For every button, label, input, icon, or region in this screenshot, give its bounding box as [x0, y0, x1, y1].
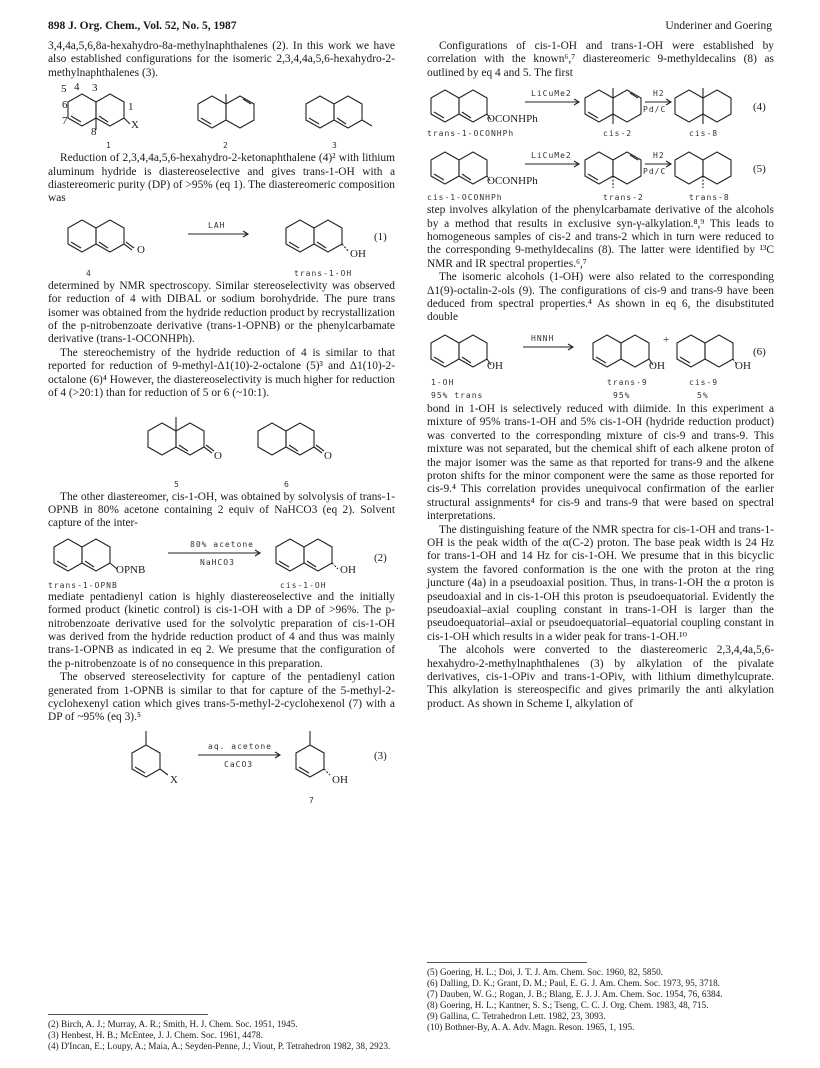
- footnote: (9) Gallina, C. Tetrahedron Lett. 1982, 23, 3093.: [427, 1011, 606, 1021]
- svg-text:7: 7: [309, 795, 315, 805]
- equation-4-drawing: [427, 80, 774, 140]
- svg-text:OPNB: OPNB: [116, 563, 146, 576]
- svg-text:(4): (4): [753, 101, 766, 114]
- footnote: (8) Goering, H. L.; Kantner, S. S.; Tseng, C. C. J. Org. Chem. 1983, 48, 715.: [427, 1000, 709, 1010]
- svg-text:5%: 5%: [697, 390, 709, 400]
- svg-text:X: X: [131, 119, 139, 132]
- svg-text:OH: OH: [332, 773, 348, 786]
- equation-3: [48, 725, 395, 809]
- paragraph: bond in 1-OH is selectively reduced with diimide. In this experiment a mixture of 95% trans-1-OH and 5% cis-1-OH (hydride reduction product) was converted to the corresponding mixture of cis-9 and trans-9. This mixture was not separated, but the chemical shift of each alkene proton of the major isomer was the same as that reported for trans-9 and the alkene proton shifts for the minor component were the same as those reported for cis-9.⁴ This correlation provides unequivocal confirmation of the earlier structural assignments⁴ for cis-9 and trans-9 that were based on spectral interpretations.: [427, 402, 774, 523]
- footnote-rule: [48, 1014, 208, 1015]
- equation-2: [48, 531, 395, 591]
- svg-text:4: 4: [74, 81, 80, 94]
- svg-text:LiCuMe2: LiCuMe2: [531, 89, 572, 99]
- paragraph: The observed stereoselectivity for capture of the pentadienyl cation generated from 1-OPNB is similar to that for capture of the 5-methyl-2-cyclohexenyl cation which gives trans-5-methyl-2-cyclohexenol (7) with a DP of ~95% (eq 3).⁵: [48, 671, 395, 724]
- svg-text:1-OH: 1-OH: [431, 377, 455, 387]
- left-column: [48, 40, 395, 809]
- structure-figure-1-2-3: [48, 80, 395, 152]
- svg-text:trans-1-OCONHPh: trans-1-OCONHPh: [427, 129, 515, 139]
- paragraph: The other diastereomer, cis-1-OH, was obtained by solvolysis of trans-1-OPNB in 80% acetone containing 2 equiv of NaHCO3 (eq 2). Solvent capture of the inter-: [48, 490, 395, 530]
- equation-1: [48, 206, 395, 280]
- journal-citation: 898 J. Org. Chem., Vol. 52, No. 5, 1987: [48, 20, 237, 32]
- svg-text:cis-8: cis-8: [689, 129, 719, 139]
- running-authors: Underiner and Goering: [665, 20, 772, 32]
- svg-text:H2: H2: [653, 89, 665, 99]
- paragraph: mediate pentadienyl cation is highly diastereoselective and the initially formed product (kinetic control) is cis-1-OH with a DP of >96%. The p-nitrobenzoate derivative used for the solvolytic preparation of cis-1-OH was derived from the hydride reduction product of 4 and thus was mainly trans-1-OPNB as indicated in eq 2. We presume that the configuration of the p-nitrobenzoate is of no consequence in this preparation.: [48, 590, 395, 670]
- svg-text:95% trans: 95% trans: [431, 390, 484, 400]
- paragraph: 3,4,4a,5,6,8a-hexahydro-8a-methylnaphthalenes (2). In this work we have also established configurations for the isomeric 2,3,4,4a,5,6-hexahydro-2-methylnaphthalenes (3).: [48, 40, 395, 79]
- footnote: (5) Goering, H. L.; Doi, J. T. J. Am. Chem. Soc. 1960, 82, 5850.: [427, 967, 663, 977]
- structures-1-2-3-drawing: [48, 80, 395, 152]
- svg-text:OH: OH: [487, 359, 503, 372]
- svg-text:3: 3: [92, 82, 98, 95]
- svg-text:(3): (3): [374, 749, 387, 762]
- svg-text:OH: OH: [735, 359, 751, 372]
- svg-text:O: O: [214, 449, 222, 462]
- paragraph: step involves alkylation of the phenylcarbamate derivative of the alcohols by a method that results in exclusive syn-γ-alkylation.⁸,⁹ This leads to homogeneous samples of cis-2 and trans-2 which in turn were reduced to the corresponding 9-methyldecalins (8). The latter were identified by ¹³C NMR and IR spectral properties.⁶,⁷: [427, 204, 774, 270]
- equation-5: [427, 140, 774, 204]
- footnote: (3) Henbest, H. B.; McEntee, J. J. Chem. Soc. 1961, 4478.: [48, 1030, 263, 1040]
- footnote: (6) Dalling, D. K.; Grant, D. M.; Paul, E. G. J. Am. Chem. Soc. 1973, 95, 3718.: [427, 978, 720, 988]
- svg-text:95%: 95%: [613, 390, 631, 400]
- svg-text:Pd/C: Pd/C: [643, 167, 667, 177]
- paragraph: determined by NMR spectroscopy. Similar stereoselectivity was observed for reduction of 4 with DIBAL or sodium borohydride. The pure trans isomer was obtained from the hydride reduction product by recrystallization of the p-nitrobenzoate derivative (trans-1-OPNB) or the phenylcarbamate derivative (trans-1-OCONHPh).: [48, 279, 395, 346]
- svg-text:LAH: LAH: [208, 220, 226, 230]
- svg-text:(6): (6): [753, 345, 766, 358]
- svg-text:8: 8: [91, 126, 97, 139]
- footnote: (7) Dauben, W. G.; Rogan, J. B.; Blang, E. J. J. Am. Chem. Soc. 1954, 76, 6384.: [427, 989, 723, 999]
- equation-1-drawing: [48, 206, 395, 280]
- equation-3-drawing: [48, 725, 395, 809]
- svg-text:trans-1-OH: trans-1-OH: [294, 268, 353, 278]
- svg-text:5: 5: [61, 83, 67, 96]
- svg-text:trans-1-OPNB: trans-1-OPNB: [48, 580, 118, 590]
- equation-4: [427, 80, 774, 140]
- footnote-rule: [427, 962, 587, 963]
- svg-text:+: +: [663, 333, 670, 346]
- paragraph: The alcohols were converted to the diastereomeric 2,3,4,4a,5,6-hexahydro-2-methylnaphthalenes (3) by alkylation of the pivalate derivatives, cis-1-OPiv and trans-1-OPiv, with lithium dimethylcuprate. This alkylation is stereospecific and gives primarily the anti alkylation product. As shown in Scheme I, alkylation of: [427, 644, 774, 710]
- svg-text:cis-1-OH: cis-1-OH: [280, 580, 327, 590]
- page-header: [48, 20, 772, 36]
- footnotes-left: [48, 1019, 395, 1052]
- equation-5-drawing: [427, 140, 774, 204]
- svg-text:3: 3: [332, 141, 338, 151]
- paragraph: Reduction of 2,3,4,4a,5,6-hexahydro-2-ketonaphthalene (4)² with lithium aluminum hydride is diastereoselective and gives trans-1-OH with a diastereomeric purity (DP) of >95% (eq 1). The diastereomeric composition was: [48, 152, 395, 205]
- svg-text:6: 6: [284, 479, 290, 489]
- svg-text:4: 4: [86, 268, 92, 278]
- svg-text:X: X: [170, 773, 178, 786]
- paragraph: Configurations of cis-1-OH and trans-1-OH were established by correlation with the known⁶,⁷ diastereomeric 9-methyldecalins (8) as outlined by eq 4 and 5. The first: [427, 40, 774, 79]
- svg-text:1: 1: [128, 101, 134, 114]
- svg-text:trans-2: trans-2: [603, 193, 644, 203]
- svg-text:cis-1-OCONHPh: cis-1-OCONHPh: [427, 193, 503, 203]
- paragraph: The distinguishing feature of the NMR spectra for cis-1-OH and trans-1-OH is the peak width of the α(C-2) proton. The base peak width is 24 Hz for trans-1-OH and 14 Hz for cis-1-OH. We presume that in this bicyclic system the favored conformation is the one with the proton at the ring juncture (4a) in a pseudoaxial position. Thus, in trans-1-OH the α proton is pseudoaxial and in cis-1-OH this proton is pseudoequatorial. Evidently the pseudoaxial–axial coupling constant in trans-1-OH is larger than the pseudoequatorial–axial or pseudoequatorial–equatorial coupling constant in cis-1-OH which results in a wider peak for trans-1-OH.¹⁰: [427, 523, 774, 643]
- svg-text:trans-9: trans-9: [607, 377, 648, 387]
- svg-text:2: 2: [223, 141, 229, 151]
- svg-text:cis-9: cis-9: [689, 377, 719, 387]
- svg-text:Pd/C: Pd/C: [643, 105, 667, 115]
- svg-text:LiCuMe2: LiCuMe2: [531, 151, 572, 161]
- svg-text:aq. acetone: aq. acetone: [208, 741, 272, 751]
- svg-text:80% acetone: 80% acetone: [190, 539, 254, 549]
- svg-text:H2: H2: [653, 151, 665, 161]
- svg-text:cis-2: cis-2: [603, 129, 633, 139]
- structure-figure-5-6: [48, 401, 395, 491]
- svg-text:(5): (5): [753, 163, 766, 176]
- svg-text:HNNH: HNNH: [531, 333, 555, 343]
- footnote: (4) D'Incan, E.; Loupy, A.; Maia, A.; Seyden-Penne, J.; Viout, P. Tetrahedron 1982, 38, 2923.: [48, 1041, 391, 1051]
- svg-text:CaCO3: CaCO3: [224, 759, 254, 769]
- svg-text:O: O: [137, 243, 145, 256]
- svg-text:1: 1: [106, 141, 112, 151]
- svg-text:OCONHPh: OCONHPh: [487, 113, 538, 126]
- right-column: [427, 40, 774, 711]
- svg-text:NaHCO3: NaHCO3: [200, 557, 235, 567]
- svg-text:trans-8: trans-8: [689, 193, 730, 203]
- structures-5-6-drawing: [48, 401, 395, 491]
- svg-text:OH: OH: [340, 563, 356, 576]
- footnote: (10) Bothner-By, A. A. Adv. Magn. Reson. 1965, 1, 195.: [427, 1022, 635, 1032]
- svg-text:OH: OH: [350, 247, 366, 260]
- svg-text:(2): (2): [374, 551, 387, 564]
- equation-2-drawing: [48, 531, 395, 591]
- equation-6-drawing: [427, 325, 774, 403]
- equation-6: [427, 325, 774, 403]
- svg-text:O: O: [324, 449, 332, 462]
- svg-text:OH: OH: [649, 359, 665, 372]
- svg-text:5: 5: [174, 479, 180, 489]
- svg-text:7: 7: [62, 115, 68, 128]
- svg-text:OCONHPh: OCONHPh: [487, 175, 538, 188]
- footnotes-right: [427, 967, 774, 1033]
- footnote: (2) Birch, A. J.; Murray, A. R.; Smith, H. J. Chem. Soc. 1951, 1945.: [48, 1019, 298, 1029]
- paragraph: The stereochemistry of the hydride reduction of 4 is similar to that reported for reduction of 9-methyl-Δ1(10)-2-octalone (5)³ and Δ1(10)-2-octalone (6)⁴ However, the diastereoselectivity is much higher for reduction of 4 (>20:1) than for reduction of 5 or 6 (~10:1).: [48, 346, 395, 400]
- svg-text:6: 6: [62, 99, 68, 112]
- svg-text:(1): (1): [374, 230, 387, 243]
- paragraph: The isomeric alcohols (1-OH) were also related to the corresponding Δ1(9)-octalin-2-ols (9). The configurations of cis-9 and trans-9 have been deduced from spectral properties.⁴ As shown in eq 6, the disubstituted double: [427, 271, 774, 324]
